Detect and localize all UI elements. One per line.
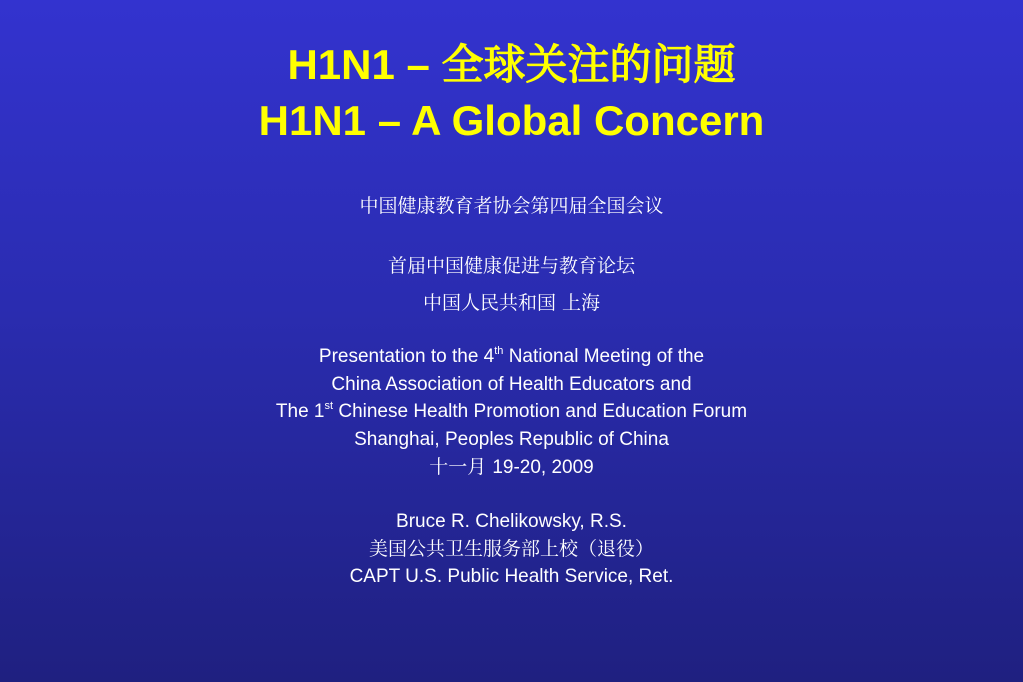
presentation-line-3-prefix: The 1	[275, 401, 325, 422]
presentation-line-3-suffix: Chinese Health Promotion and Education Forum	[333, 401, 748, 422]
presentation-line-2: China Association of Health Educators and	[331, 374, 692, 395]
slide-title-english: H1N1 – A Global Concern	[258, 97, 765, 144]
conference-name-chinese: 中国健康教育者协会第四届全国会议	[359, 195, 664, 217]
presentation-line-3	[0, 400, 1023, 424]
presentation-line-1	[0, 345, 1023, 369]
author-title-english: CAPT U.S. Public Health Service, Ret.	[349, 566, 674, 587]
presentation-line-1-suffix: National Meeting of the	[503, 346, 705, 367]
forum-name-chinese: 首届中国健康促进与教育论坛	[387, 255, 635, 277]
ordinal-suffix-st: st	[324, 399, 334, 412]
author-title-chinese: 美国公共卫生服务部上校（退役）	[368, 538, 654, 560]
presentation-line-4: Shanghai, Peoples Republic of China	[354, 429, 669, 450]
presentation-date	[0, 455, 1023, 480]
author-name: Bruce R. Chelikowsky, R.S.	[396, 511, 627, 532]
date-days-year: 19-20, 2009	[492, 457, 594, 478]
location-chinese: 中国人民共和国 上海	[422, 292, 601, 314]
ordinal-suffix-th: th	[494, 344, 504, 357]
slide-title-chinese: H1N1 – 全球关注的问题	[287, 41, 736, 88]
date-month-chinese: 十一月	[429, 456, 493, 478]
presentation-line-1-prefix: Presentation to the 4	[318, 346, 495, 367]
